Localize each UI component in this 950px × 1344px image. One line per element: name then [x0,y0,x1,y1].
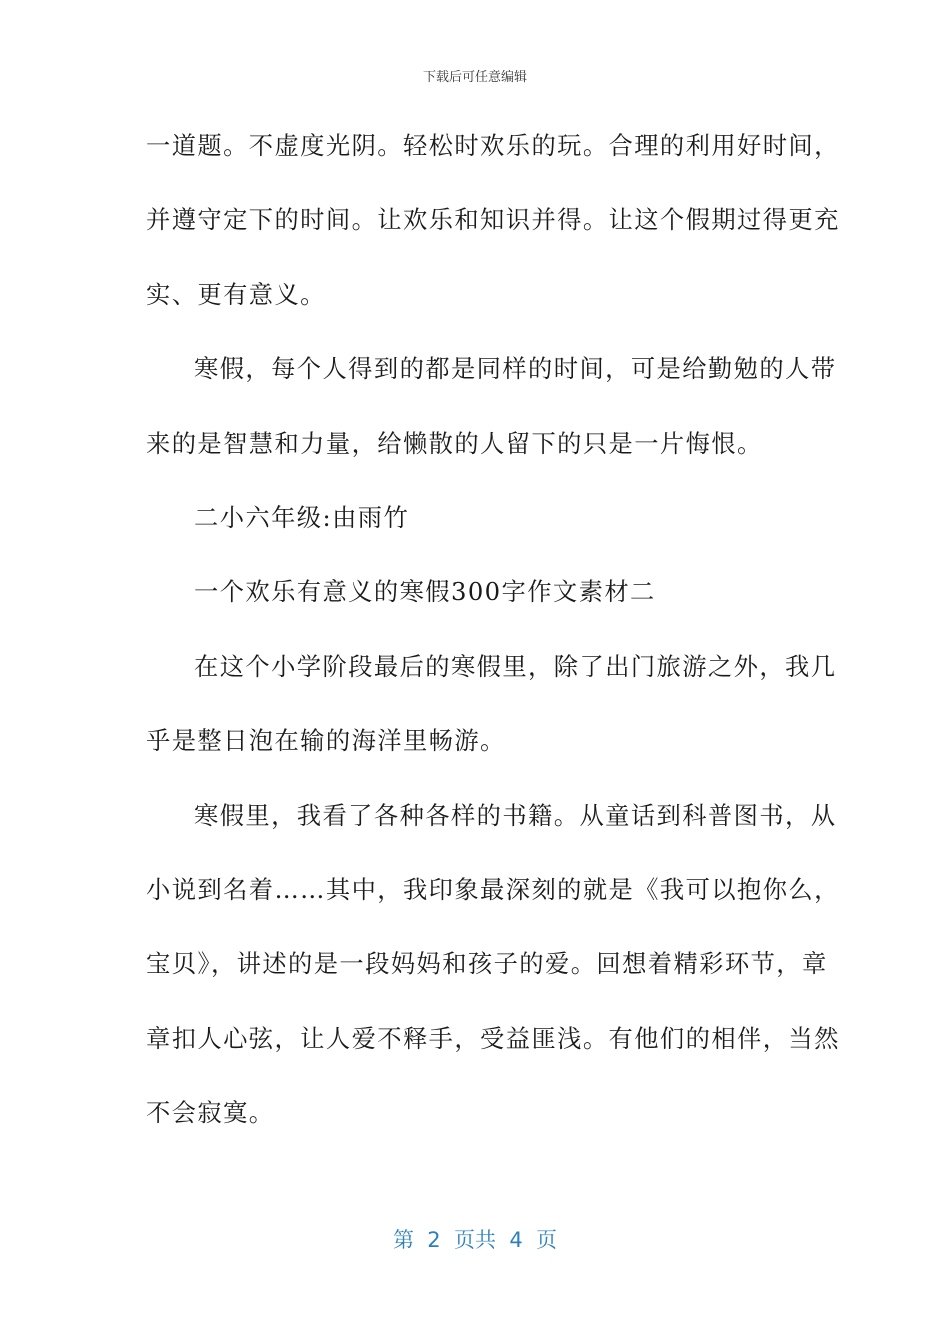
text-line: 宝贝》，讲述的是一段妈妈和孩子的爱。回想着精彩环节，章 [146,949,828,979]
text-line: 不会寂寞。 [146,1098,275,1128]
text-line: 寒假，每个人得到的都是同样的时间，可是给勤勉的人带 [194,354,837,384]
essay-title: 一个欢乐有意义的寒假300字作文素材二 [194,577,656,607]
text-line: 实、更有意义。 [146,279,326,309]
text-line: 一道题。不虚度光阴。轻松时欢乐的玩。合理的利用好时间， [146,131,840,160]
text-line: 来的是智慧和力量，给懒散的人留下的只是一片悔恨。 [146,428,763,458]
page-number-footer: 第 2 页共 4 页 [392,1228,558,1252]
text-line: 小说到名着……其中，我印象最深刻的就是《我可以抱你么， [146,874,840,904]
document-body [146,123,840,1164]
text-line: 章扣人心弦，让人爱不释手，受益匪浅。有他们的相伴，当然 [146,1023,840,1053]
text-line: 在这个小学阶段最后的寒假里，除了出门旅游之外，我几 [194,651,837,681]
text-line: 寒假里，我看了各种各样的书籍。从童话到科普图书，从 [194,800,837,830]
author-line: 二小六年级:由雨竹 [194,502,410,532]
page-header: 下载后可任意编辑 [422,70,527,85]
text-line: 并遵守定下的时间。让欢乐和知识并得。让这个假期过得更充 [146,205,840,235]
text-line: 乎是整日泡在输的海洋里畅游。 [146,726,506,756]
